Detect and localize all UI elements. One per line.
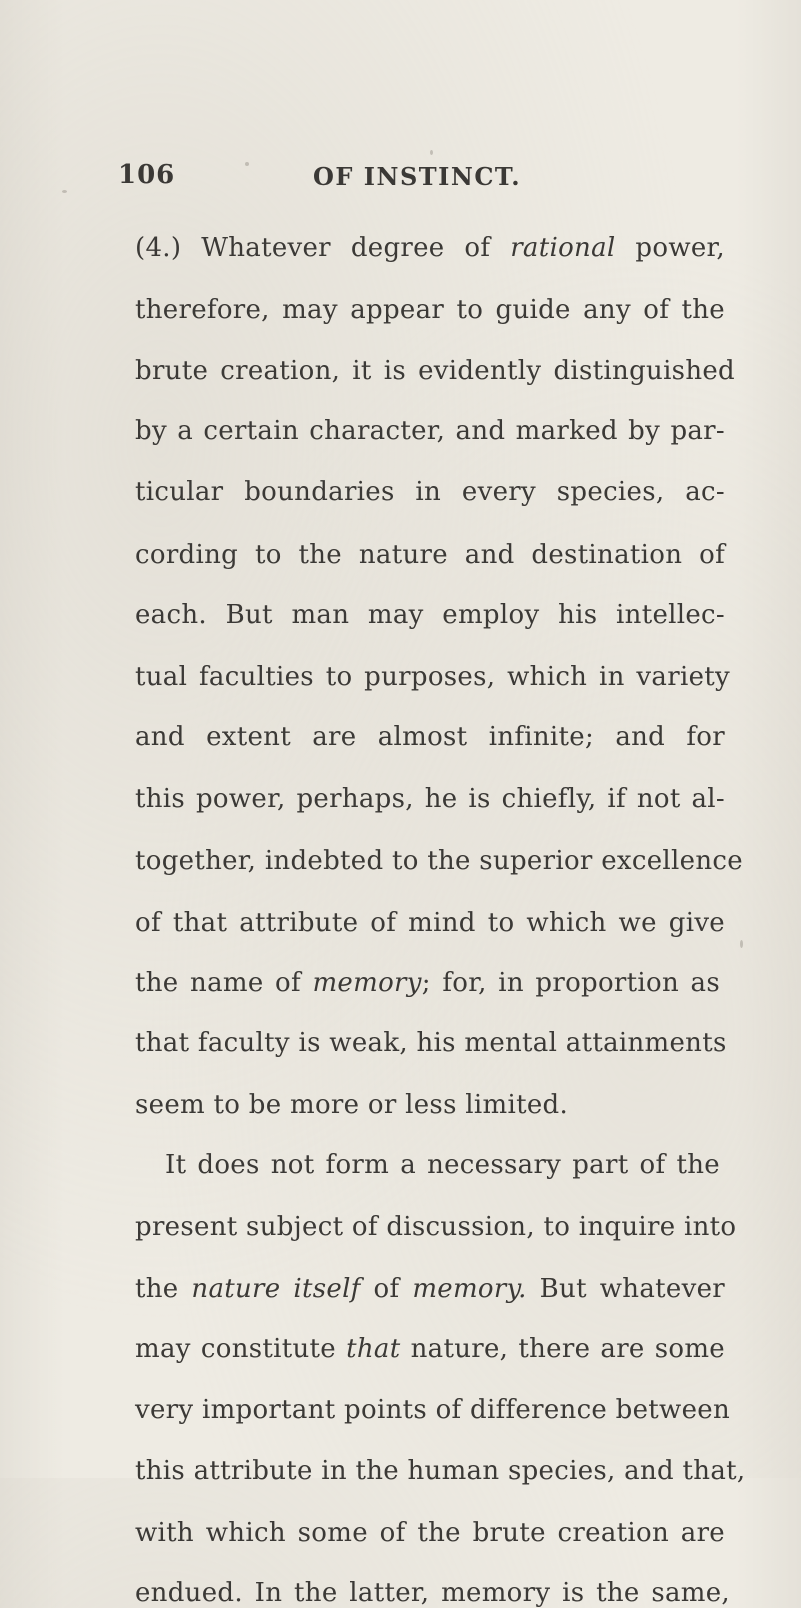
text-line: therefore, may appear to guide any of the [135,295,725,325]
text-line: may constitute that nature, there are some [135,1334,725,1364]
text-line: of that attribute of mind to which we give [135,908,725,938]
text-line: this power, perhaps, he is chiefly, if not al- [135,784,725,814]
text-line: the nature itself of memory. But whatever [135,1274,725,1304]
running-title: OF INSTINCT. [313,162,522,191]
text-line: with which some of the brute creation are [135,1518,725,1548]
text-line: seem to be more or less limited. [135,1090,569,1120]
page-number: 106 [118,160,176,190]
text-line: by a certain character, and marked by par- [135,416,725,446]
paper-speck [430,150,433,155]
text-line: and extent are almost infinite; and for [135,722,725,752]
text-line: endued. In the latter, memory is the same, [135,1578,730,1608]
text-line: each. But man may employ his intellec- [135,600,725,630]
running-head [118,160,738,200]
text-line: (4.) Whatever degree of rational power, [135,233,725,263]
paper-speck [245,162,249,166]
text-line: very important points of difference between [135,1395,731,1425]
text-line: the name of memory; for, in proportion as [135,968,720,998]
text-line: cording to the nature and destination of [135,540,725,570]
text-line: brute creation, it is evidently distinguished [135,356,735,386]
text-line: that faculty is weak, his mental attainments [135,1028,727,1058]
text-line: tual faculties to purposes, which in variety [135,662,730,692]
text-line: ticular boundaries in every species, ac- [135,477,725,507]
text-line: present subject of discussion, to inquire into [135,1212,737,1242]
text-line: together, indebted to the superior excellence [135,846,743,876]
paper-speck [62,190,67,193]
text-line: It does not form a necessary part of the [165,1150,720,1180]
paper-speck [740,940,743,948]
text-line: this attribute in the human species, and that, [135,1456,746,1486]
